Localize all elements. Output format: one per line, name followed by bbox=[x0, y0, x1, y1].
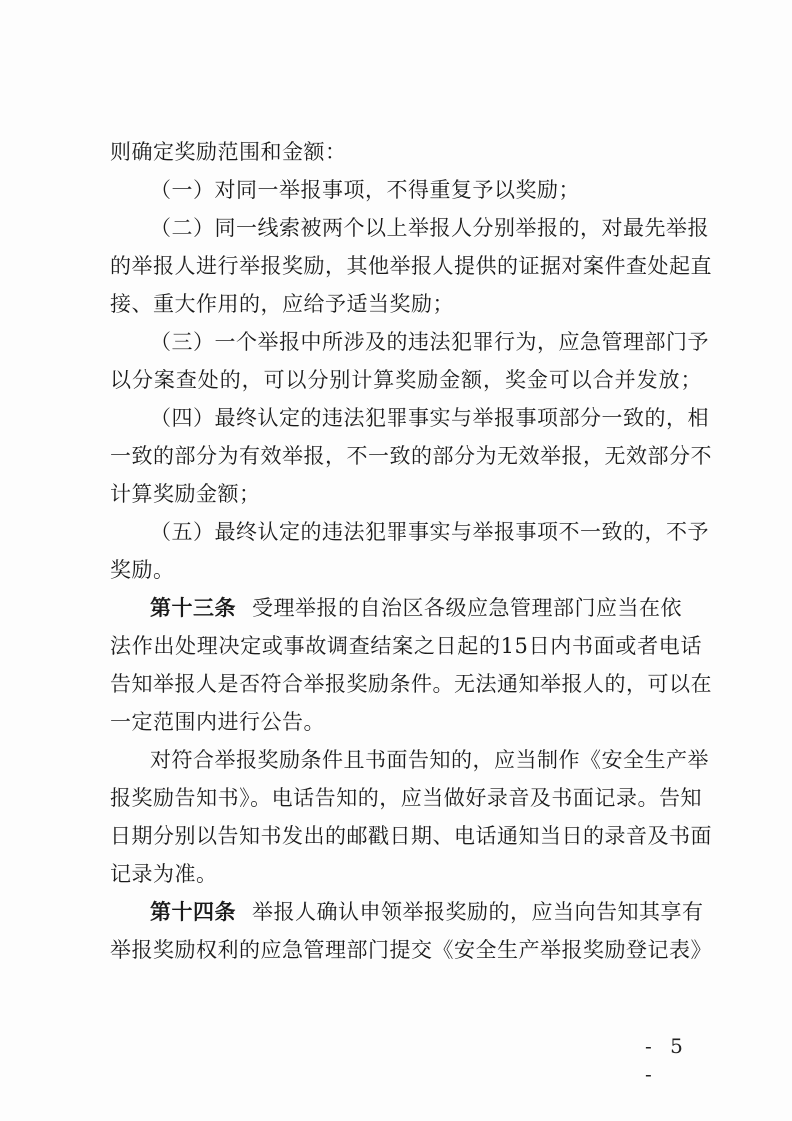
article-14-line bbox=[150, 898, 702, 926]
text-line: 的举报人进行举报奖励，其他举报人提供的证据对案件查处起直 bbox=[110, 254, 712, 278]
text-line: （五）最终认定的违法犯罪事实与举报事项不一致的，不予 bbox=[150, 520, 709, 544]
text-line: （三）一个举报中所涉及的违法犯罪行为，应急管理部门予 bbox=[150, 330, 709, 354]
text-line: 对符合举报奖励条件且书面告知的，应当制作《安全生产举 bbox=[150, 748, 709, 772]
text-line: （二）同一线索被两个以上举报人分别举报的，对最先举报 bbox=[150, 216, 709, 240]
text-line: 一定范围内进行公告。 bbox=[110, 710, 325, 734]
text-line: 告知举报人是否符合举报奖励条件。无法通知举报人的，可以在 bbox=[110, 672, 712, 696]
text-line: 奖励。 bbox=[110, 558, 175, 582]
text-line: 日期分别以告知书发出的邮戳日期、电话通知当日的录音及书面 bbox=[110, 824, 712, 848]
text-line: 报奖励告知书》。电话告知的，应当做好录音及书面记录。告知 bbox=[110, 786, 702, 810]
page-number: - 5 - bbox=[645, 1034, 689, 1086]
text-line: 受理举报的自治区各级应急管理部门应当在依 bbox=[252, 596, 682, 620]
text-line: （四）最终认定的违法犯罪事实与举报事项部分一致的，相 bbox=[150, 406, 709, 430]
text-line: 一致的部分为有效举报，不一致的部分为无效举报，无效部分不 bbox=[110, 444, 712, 468]
text-line: 记录为准。 bbox=[110, 862, 218, 886]
article-13-heading: 第十三条 bbox=[150, 595, 236, 620]
article-14-heading: 第十四条 bbox=[150, 899, 236, 924]
text-line: 法作出处理决定或事故调查结案之日起的15日内书面或者电话 bbox=[110, 634, 702, 658]
text-line: 举报奖励权利的应急管理部门提交《安全生产举报奖励登记表》 bbox=[110, 938, 712, 962]
text-line: （一）对同一举报事项，不得重复予以奖励； bbox=[150, 178, 580, 202]
text-line: 接、重大作用的，应给予适当奖励； bbox=[110, 292, 454, 316]
text-line: 计算奖励金额； bbox=[110, 482, 261, 506]
text-line: 以分案查处的，可以分别计算奖励金额，奖金可以合并发放； bbox=[110, 368, 702, 392]
text-line: 举报人确认申领举报奖励的，应当向告知其享有 bbox=[252, 900, 704, 924]
article-13-line bbox=[150, 594, 702, 622]
text-line: 则确定奖励范围和金额： bbox=[110, 140, 347, 164]
